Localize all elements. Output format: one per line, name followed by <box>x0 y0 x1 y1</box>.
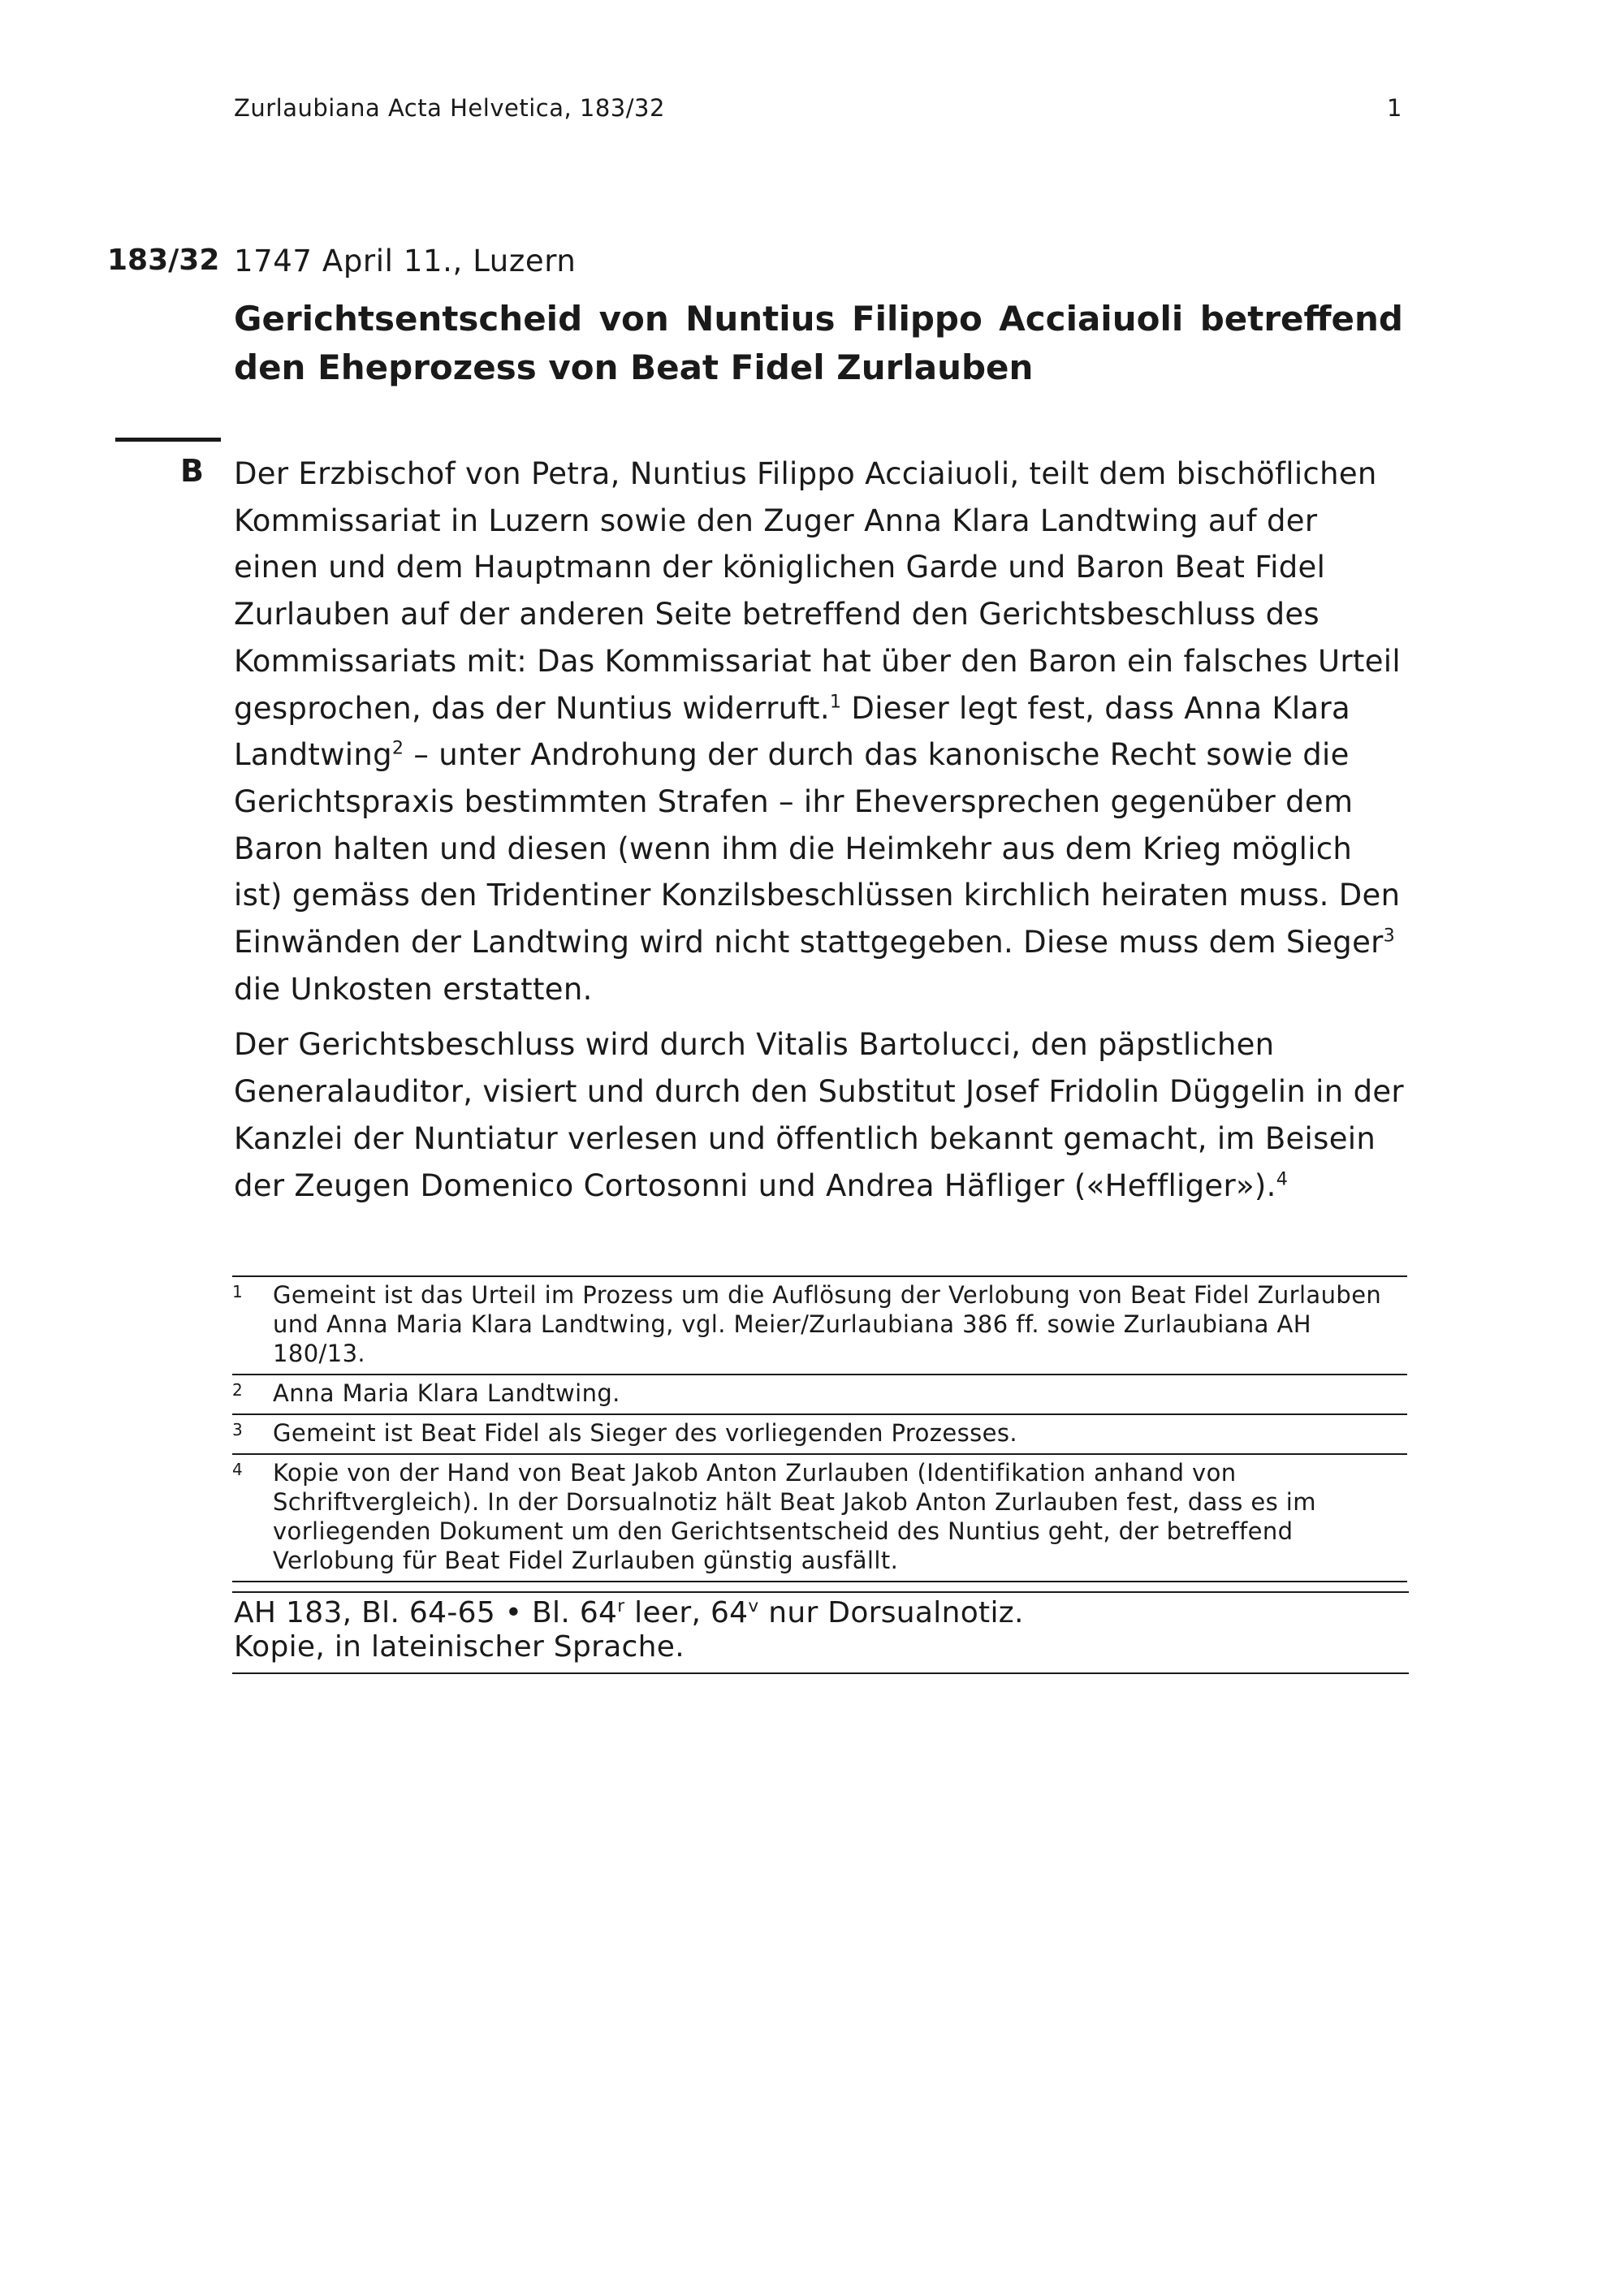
document-title: Gerichtsentscheid von Nuntius Filippo Acciaiuoli betreffend den Eheprozess von Beat Fidel Zurlauben <box>234 299 1403 387</box>
source-line: Kopie, in lateinischer Sprache. <box>234 1630 685 1664</box>
footnote-text: Anna Maria Klara Landtwing. <box>273 1379 620 1407</box>
footnotes <box>232 1275 1407 1582</box>
footnote-text: Gemeint ist Beat Fidel als Sieger des vorliegenden Prozesses. <box>273 1419 1017 1447</box>
section-marker: B <box>180 453 204 489</box>
summary-text-run: – unter Androhung der durch das kanonische Recht sowie die Gerichtspraxis bestimmten Strafen – ihr Eheversprechen gegenüber dem Baron halten und diesen (wenn ihm die Heimkehr aus dem Krieg möglich ist) gemäss den Tridentiner Konzilsbeschlüssen kirchlich heiraten muss. Den Einwänden der Landtwing wird nicht stattgegeben. Diese muss dem Sieger <box>234 737 1401 960</box>
recto-mark: r <box>617 1596 625 1616</box>
footnote-ref[interactable]: 3 <box>1383 925 1396 947</box>
source-text-run: nur Dorsualnotiz. <box>758 1596 1024 1629</box>
summary-text-run: Der Gerichtsbeschluss wird durch Vitalis Bartolucci, den päpstlichen Generalauditor, visiert und durch den Substitut Josef Fridolin Düggelin in der Kanzlei der Nuntiatur verlesen und öffentlich bekannt gemacht, im Beisein der Zeugen Domenico Cortosonni und Andrea Häfliger («Heffliger»). <box>234 1027 1404 1203</box>
source-text-run: leer, 64 <box>624 1596 749 1629</box>
page-number: 1 <box>1387 94 1402 122</box>
footnote-ref[interactable]: 2 <box>391 737 404 759</box>
source-note <box>232 1591 1409 1674</box>
footnote <box>232 1277 1407 1375</box>
summary-text-run: Dieser legt fest, dass Anna Klara Landtwing <box>234 690 1350 773</box>
summary-paragraph <box>234 451 1407 1012</box>
footnote-text: Kopie von der Hand von Beat Jakob Anton Zurlauben (Identifikation anhand von Schriftvergleich). In der Dorsualnotiz hält Beat Jakob Anton Zurlauben fest, dass es im vorliegenden Dokument um den Gerichtsentscheid des Nuntius geht, der betreffend Verlobung für Beat Fidel Zurlauben günstig ausfällt. <box>273 1459 1316 1574</box>
footnote-number: 1 <box>232 1282 243 1301</box>
summary-paragraph <box>234 1021 1407 1209</box>
document-date-place: 1747 April 11., Luzern <box>234 244 577 278</box>
footnote-ref[interactable]: 4 <box>1276 1168 1289 1190</box>
source-line <box>234 1596 1409 1630</box>
section-divider <box>115 438 221 442</box>
footnote <box>232 1415 1407 1455</box>
running-head: Zurlaubiana Acta Helvetica, 183/32 <box>234 94 665 122</box>
footnote-number: 3 <box>232 1420 243 1439</box>
document-number: 183/32 <box>107 244 220 277</box>
footnote <box>232 1455 1407 1582</box>
verso-mark: v <box>748 1596 759 1616</box>
summary-text-run: die Unkosten erstatten. <box>234 971 593 1007</box>
footnote-number: 2 <box>232 1380 243 1400</box>
summary-text <box>234 451 1407 1218</box>
summary-text-run: Der Erzbischof von Petra, Nuntius Filippo Acciaiuoli, teilt dem bischöflichen Kommissariat in Luzern sowie den Zuger Anna Klara Landtwing auf der einen und dem Hauptmann der königlichen Garde und Baron Beat Fidel Zurlauben auf der anderen Seite betreffend den Gerichtsbeschluss des Kommissariats mit: Das Kommissariat hat über den Baron ein falsches Urteil gesprochen, das der Nuntius widerruft. <box>234 456 1401 726</box>
footnote-ref[interactable]: 1 <box>829 691 842 713</box>
footnote <box>232 1375 1407 1415</box>
footnote-text: Gemeint ist das Urteil im Prozess um die Auflösung der Verlobung von Beat Fidel Zurlauben und Anna Maria Klara Landtwing, vgl. Meier/Zurlaubiana 386 ff. sowie Zurlaubiana AH 180/13. <box>273 1281 1382 1367</box>
source-text-run: AH 183, Bl. 64-65 • Bl. 64 <box>234 1596 618 1629</box>
footnote-number: 4 <box>232 1460 243 1479</box>
